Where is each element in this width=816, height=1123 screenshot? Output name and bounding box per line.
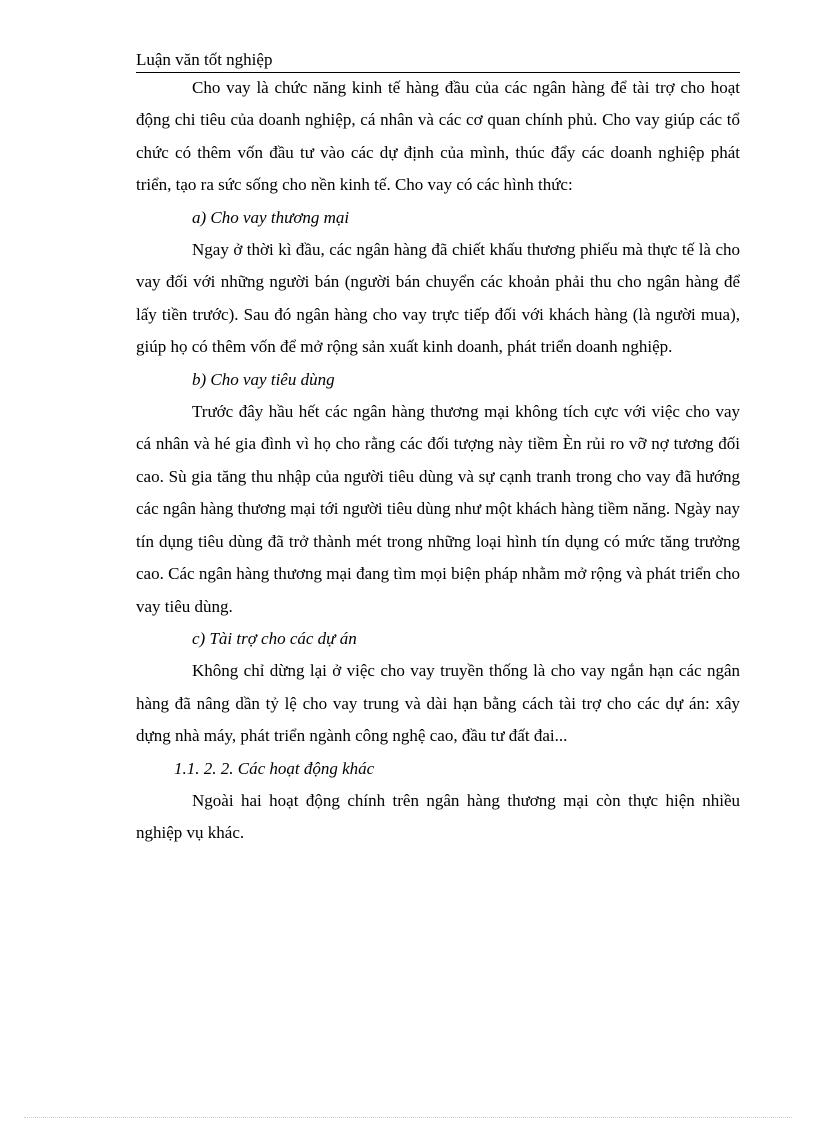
section-a-paragraph: Ngay ở thời kì đầu, các ngân hàng đã chiết khấu thương phiếu mà thực tế là cho vay đối với những người bán (người bán chuyển các khoản phải thu cho ngân hàng để lấy tiền trước). Sau đó ngân hàng cho vay trực tiếp đối với khách hàng (là người mua), giúp họ có thêm vốn để mở rộng sản xuất kinh doanh, phát triển doanh nghiệp. (136, 240, 740, 357)
section-1-1-2-2-heading: 1.1. 2. 2. Các hoạt động khác (174, 758, 375, 778)
section-b-paragraph: Trước đây hầu hết các ngân hàng thương mại không tích cực với việc cho vay cá nhân và hé gia đình vì họ cho rằng các đối tượng này tiềm Èn rủi ro vỡ nợ tương đối cao. Sù gia tăng thu nhập của người tiêu dùng và sự cạnh tranh trong cho vay đã hướng các ngân hàng thương mại tới người tiêu dùng như một khách hàng tiềm năng. Ngày nay tín dụng tiêu dùng đã trở thành mét trong những loại hình tín dụng có mức tăng trưởng cao. Các ngân hàng thương mại đang tìm mọi biện pháp nhằm mở rộng và phát triển cho vay tiêu dùng. (136, 402, 740, 616)
intro-paragraph: Cho vay là chức năng kinh tế hàng đầu của các ngân hàng để tài trợ cho hoạt động chi tiêu của doanh nghiệp, cá nhân và các cơ quan chính phủ. Cho vay giúp các tổ chức có thêm vốn đầu tư vào các dự định của mình, thúc đẩy các doanh nghiệp phát triển, tạo ra sức sống cho nền kinh tế. Cho vay có các hình thức: (136, 78, 740, 195)
section-a-heading: a) Cho vay thương mại (192, 207, 350, 227)
page-bottom-divider (24, 1117, 792, 1118)
section-c-paragraph: Không chỉ dừng lại ở việc cho vay truyền thống là cho vay ngắn hạn các ngân hàng đã nâng dần tỷ lệ cho vay trung và dài hạn bằng cách tài trợ cho các dự án: xây dựng nhà máy, phát triển ngành công nghệ cao, đầu tư đất đai... (136, 661, 740, 746)
document-body (136, 72, 740, 850)
section-1-1-2-2-paragraph: Ngoài hai hoạt động chính trên ngân hàng thương mại còn thực hiện nhiều nghiệp vụ khác. (136, 790, 740, 843)
page-header: Luận văn tốt nghiệp (136, 48, 740, 73)
section-c-heading: c) Tài trợ cho các dự án (192, 628, 357, 648)
section-b-heading: b) Cho vay tiêu dùng (192, 369, 335, 389)
